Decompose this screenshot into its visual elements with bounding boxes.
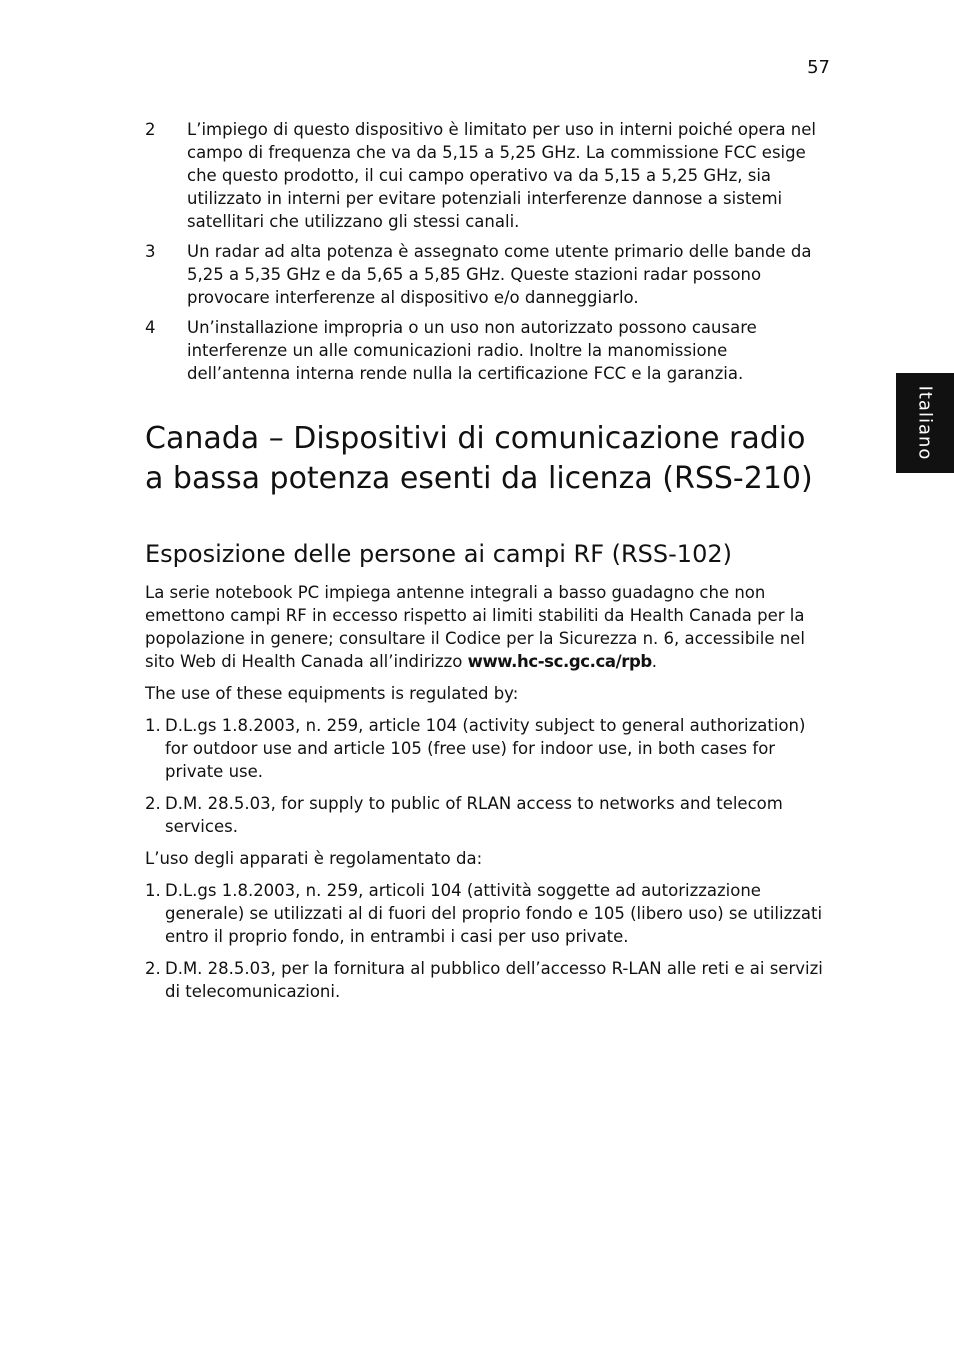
list-item-text: D.M. 28.5.03, per la fornitura al pubblico dell’accesso R-LAN alle reti e ai servizi di telecomunicazioni. <box>165 959 823 1001</box>
page-content <box>145 118 833 1012</box>
side-tab-label: Italiano <box>914 385 936 461</box>
paragraph-end: . <box>651 652 658 671</box>
list-item <box>145 792 833 838</box>
page-number: 57 <box>807 57 830 78</box>
subsection-heading: Esposizione delle persone ai campi RF (RSS-102) <box>145 540 732 568</box>
list-item-number: 1. <box>145 881 161 900</box>
list-item-number: 2. <box>145 959 161 978</box>
list-item <box>145 240 833 309</box>
list-item-number: 2 <box>145 120 156 139</box>
list-item <box>145 118 833 233</box>
list-item-text: L’impiego di questo dispositivo è limitato per uso in interni poiché opera nel campo di frequenza che va da 5,15 a 5,25 GHz. La commissione FCC esige che questo prodotto, il cui campo operativo va da 5,15 a 5,25 GHz, sia utilizzato in interni per evitare potenziali interferenze dannose a sistemi satellitari che utilizzano gli stessi canali. <box>187 120 816 231</box>
list-item-number: 1. <box>145 716 161 735</box>
list-item-text: D.M. 28.5.03, for supply to public of RLAN access to networks and telecom services. <box>165 794 783 836</box>
exposure-paragraph-text: La serie notebook PC impiega antenne integrali a basso guadagno che non emettono campi RF in eccesso rispetto ai limiti stabiliti da Health Canada per la popolazione in genere; consultare il Codice per la Sicurezza n. 6, accessibile nel sito Web di Health Canada all’indirizzo <box>145 583 805 671</box>
list-item-number: 2. <box>145 794 161 813</box>
list-item-text: D.L.gs 1.8.2003, n. 259, article 104 (activity subject to general authorization) for outdoor use and article 105 (free use) for indoor use, in both cases for private use. <box>165 716 806 781</box>
italian-regulation-intro: L’uso degli apparati è regolamentato da: <box>145 849 483 868</box>
exposure-paragraph <box>145 581 833 673</box>
language-side-tab <box>896 373 954 473</box>
list-item <box>145 879 833 948</box>
list-item <box>145 316 833 385</box>
intro-numbered-list <box>145 118 833 385</box>
list-item <box>145 714 833 783</box>
section-heading: Canada – Dispositivi di comunicazione radio a bassa potenza esenti da licenza (RSS-210) <box>145 421 813 496</box>
list-item-number: 4 <box>145 318 156 337</box>
list-item-text: Un’installazione impropria o un uso non autorizzato possono causare interferenze un alle comunicazioni radio. Inoltre la manomissione dell’antenna interna rende nulla la certificazione FCC e la garanzia. <box>187 318 757 383</box>
list-item <box>145 957 833 1003</box>
health-canada-link[interactable]: www.hc-sc.gc.ca/rpb <box>467 652 652 671</box>
english-regulation-intro: The use of these equipments is regulated by: <box>145 684 519 703</box>
english-regulation-list <box>145 714 833 838</box>
italian-regulation-list <box>145 879 833 1003</box>
list-item-number: 3 <box>145 242 156 261</box>
list-item-text: D.L.gs 1.8.2003, n. 259, articoli 104 (attività soggette ad autorizzazione generale) se utilizzati al di fuori del proprio fondo e 105 (libero uso) se utilizzati entro il proprio fondo, in entrambi i casi per uso private. <box>165 881 823 946</box>
list-item-text: Un radar ad alta potenza è assegnato come utente primario delle bande da 5,25 a 5,35 GHz e da 5,65 a 5,85 GHz. Queste stazioni radar possono provocare interferenze al dispositivo e/o danneggiarlo. <box>187 242 812 307</box>
